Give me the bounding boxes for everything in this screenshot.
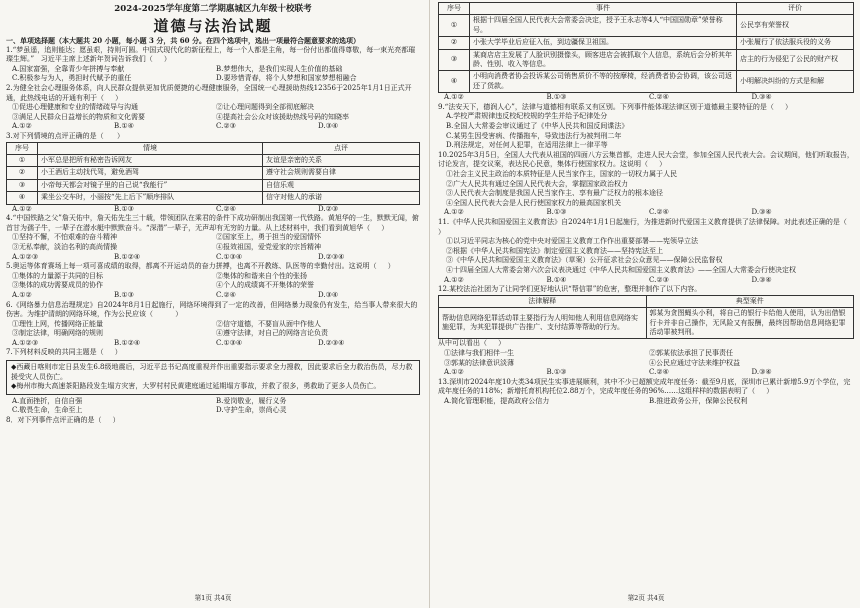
q10-choices xyxy=(438,208,854,218)
q12-option: ④公民应通过守法来维护权益 xyxy=(649,358,740,367)
q2-choice: A.①② xyxy=(12,122,32,131)
q13-stem: 13.深圳市2024年度10大类34项民生实事进展顺利，其中不少已超额完成年度任务：截至9月底，深圳市已累计新增5.9万个学位，完成年度任务的118%；新增托育机构托位2.88万个，完成年度任务的96%……这组样样的数据表明了（ ） xyxy=(438,377,851,396)
q2-option: ②让心理问题得到全部彻底解决 xyxy=(216,103,314,112)
q4-option: ③无私奉献，淡泊名利的高尚情操 xyxy=(12,242,117,251)
q8-choices xyxy=(438,93,854,103)
q10-option: ①社会主义民主政治的本质特征是人民当家作主，国家的一切权力属于人民 xyxy=(446,170,677,178)
q4-choice: D.②③④ xyxy=(318,252,345,261)
table-header: 情境 xyxy=(38,142,263,154)
table-cell: 自信乐观 xyxy=(263,179,420,191)
q10-choice: C.②④ xyxy=(649,208,669,217)
q4-option: ②国家至上，勇于担当的爱国情怀 xyxy=(216,233,321,242)
table-cell: 郭某为贪图蝇头小利，将自己的银行卡给他人使用，认为出借银行卡并非自己操作，无风险又有报酬，最终因帮助信息网络犯罪活动罪被判刑。 xyxy=(646,308,854,339)
q5-choice: A.①② xyxy=(12,290,32,299)
q7-option: D.守护生命，崇尚心灵 xyxy=(216,406,287,415)
q7-option: B.爱岗敬业，履行义务 xyxy=(216,396,287,405)
page-divider xyxy=(429,0,430,608)
q2-choice: C.②③ xyxy=(216,122,236,131)
table-cell: 小张履行了依法服兵役的义务 xyxy=(737,37,854,49)
q7-options xyxy=(6,397,420,416)
q10-option: ③人民代表大会制度是我国人民当家作主、享有最广泛权力的根本途径 xyxy=(446,189,663,198)
table-cell: 小军总是把所有秘密告诉网友 xyxy=(38,154,263,166)
q6-choice: A.①②③ xyxy=(12,338,39,347)
q5-option: ①集体的力量源于共同的目标 xyxy=(12,271,103,280)
table-header-row xyxy=(439,295,854,307)
section-title: 一、单项选择题（本大题共 20 小题，每小题 3 分，共 60 分。在四个选项中，选出一项最符合题意要求的选项） xyxy=(6,36,360,45)
q1-options xyxy=(6,65,420,84)
q7-option: C.敬畏生命，生命至上 xyxy=(12,406,83,415)
q5-choice: D.③④ xyxy=(318,290,339,299)
q4-choice: B.①②④ xyxy=(114,252,141,261)
q5-stem: 5.奥运等体育赛场上每一项可喜成绩的取得，都离不开运动员的奋力拼搏，也离不开教练、队医等的幸勤付出。这说明（ ） xyxy=(6,262,395,271)
q8-choice: B.①③ xyxy=(546,93,567,102)
q1-option: C.积极参与为人，勇担时代赋予的重任 xyxy=(12,74,132,83)
table-cell: ① xyxy=(7,154,38,166)
table-row xyxy=(439,37,854,49)
q1-option: D.要珍惜青春，将个人梦想和国家梦想相融合 xyxy=(216,74,357,83)
q1-option: A.国家富强，全靠青少年拼搏与奉献 xyxy=(12,64,125,73)
table-row xyxy=(439,15,854,37)
table-header-row xyxy=(7,142,420,154)
q4-choice: A.①②③ xyxy=(12,252,39,261)
q11-choice: C.②③ xyxy=(649,275,669,284)
table-cell: 小王酒后主动找代驾，避免酒驾 xyxy=(38,167,263,179)
q12-choice: B.①③ xyxy=(546,368,567,377)
q5-choice: C.②④ xyxy=(216,290,236,299)
q4-stem: 4.“中国铁路之父”詹天佑中，詹天佑先生三十载，带领团队在乘君的条件下成功研制出我国第一代铁路。黄旭华的一生，默默无闻，俯首甘为孺子牛，一辈子在潜水艇中默默奋斗。“深潜”一辈子，无声却有无穷的力量。从上述材料中，我们看到黄旭华（ ） xyxy=(6,214,419,232)
q6-stem: 6.《网络暴力信息治理规定》自2024年8月1日起施行，网络环境得到了一定的改善，但网络暴力现象仍有发生，给当事人带来很大的伤害。为维护清朗的网络环境，作为公民应该（ ） xyxy=(6,300,418,319)
q4-choices xyxy=(6,253,420,263)
q3-choice: B.①③ xyxy=(114,204,134,213)
q3-stem: 3.对下列情境的点评正确的是（ ） xyxy=(6,131,125,140)
q9-option: C.某男生因受害病、传播拖车，导致违法行为被判刑二年 xyxy=(446,131,622,140)
page-footer-right: 第2页 共4页 xyxy=(627,594,665,603)
q2-option: ①促进心理健康和专业的情绪疏导与沟通 xyxy=(12,103,138,112)
q3-table xyxy=(6,142,420,205)
q9-option: A.学校严肃规律违反校纪校规的学生并给予纪律处分 xyxy=(446,112,608,121)
q12-option: ③郭某的法律意识淡薄 xyxy=(444,358,514,367)
q7-material-box xyxy=(6,360,420,395)
q12-table xyxy=(438,295,854,340)
q8-choice: D.③④ xyxy=(751,93,772,102)
q3-choice: A.①② xyxy=(12,204,32,213)
q8-choice: A.①② xyxy=(444,93,464,102)
q7-option: A.直面挫折，自信自强 xyxy=(12,396,83,405)
q2-option: ④提高社会公众对该援助热线号码的知晓率 xyxy=(216,112,349,121)
q8-choice: C.②④ xyxy=(649,93,669,102)
table-cell: 小明解决纠纷的方式是和解 xyxy=(737,71,854,93)
table-row xyxy=(439,308,854,339)
q9-stem: 9.“法安天下，德润人心”，法律与道德相有联系又有区别。下列事件能体现法律区别于道德最主要特征的是（ ） xyxy=(438,102,792,111)
table-header: 序号 xyxy=(7,142,38,154)
table-cell: ① xyxy=(439,15,470,37)
q6-option: ④遵守法律，对自己的网络言论负责 xyxy=(216,329,328,338)
q2-options xyxy=(6,103,420,122)
subject-title: 道德与法治试题 xyxy=(153,17,273,35)
table-cell: 遵守社会规则需要自律 xyxy=(263,167,420,179)
q2-option: ③满足人民群众日益增长的物质和文化需要 xyxy=(12,112,145,121)
q9-option: B.全国人大常委会审议通过了《中华人民共和国反间谍法》 xyxy=(446,122,629,131)
table-cell: 友谊是亲密的关系 xyxy=(263,154,420,166)
q12-choices xyxy=(438,368,854,378)
table-cell: ② xyxy=(7,167,38,179)
q10-choice: A.①② xyxy=(444,208,464,217)
q5-option: ③集体的成功需要成员的协作 xyxy=(12,281,103,290)
q11-stem: 11.《中华人民共和国爱国主义教育法》自2024年1月1日起施行，为推进新时代爱国主义教育提供了法律保障。对此表述正确的是（ ） xyxy=(438,217,858,236)
table-cell: 乘坐公交车时，小丽按“先上后下”顺序排队 xyxy=(38,192,263,204)
q5-option: ②集体的和谐来自个性的张扬 xyxy=(216,271,307,280)
q5-choice: B.①③ xyxy=(114,290,134,299)
q7-stem: 7.下列材料反映的共同主题是（ ） xyxy=(6,348,122,357)
q10-choice: B.①③ xyxy=(546,208,567,217)
q10-option: ②广大人民共有通过全国人民代表大会，掌握国家政治权力 xyxy=(446,179,628,188)
table-cell: 小明向消费者协会投诉某公司销售质价不等的按摩椅，经消费者协会协调，该公司返还了货款。 xyxy=(470,71,737,93)
q11-option: ③《中华人民共和国爱国主义教育法》（草案）公开征求社会公众意见——保障公民监督权 xyxy=(446,256,723,265)
table-cell: ④ xyxy=(439,71,470,93)
q6-option: ②信守道德，不要盲从面中作他人 xyxy=(216,319,321,328)
q4-choice: C.①③④ xyxy=(216,252,243,261)
q12-option: ②郭某依法承担了民事责任 xyxy=(649,348,733,357)
q6-choice: B.①②④ xyxy=(114,338,141,347)
table-row xyxy=(7,167,420,179)
q11-option: ①以习近平同志为核心的党中央对爱国主义教育工作作出重要部署——宪领导立法 xyxy=(446,237,698,246)
q13-options xyxy=(438,397,854,407)
q12-lead: 从中可以看出（ ） xyxy=(438,339,506,348)
q2-choice: D.③④ xyxy=(318,122,339,131)
q7-material-2: ◆梅州市梅大高速茶阳路段发生塌方灾害，大罗村村民黄建庭通过延期塌方事故，并救了很多，勇救助了更多人员伤亡。 xyxy=(11,382,381,391)
q7-material-1: ◆西藏日喀则市定日县发生6.8级地震后，习近平总书记高度重视并作出重要指示要求全力搜救，因此要求后全力救治伤员，尽力救援受灾人员伤亡。 xyxy=(11,363,413,381)
q11-option: ②根据《中华人民共和国宪法》制定爱国主义教育法——坚持宪法至上 xyxy=(446,246,663,255)
q6-option: ①理性上网，传播网络正能量 xyxy=(12,319,103,328)
q11-choice: A.①② xyxy=(444,275,464,284)
page-left xyxy=(6,0,420,608)
table-row xyxy=(7,192,420,204)
q11-choice: D.③④ xyxy=(751,275,772,284)
q11-option: ④十四届全国人大常委会第六次会议表决通过《中华人民共和国爱国主义教育法》——全国人大常委会行使决定权 xyxy=(446,265,796,274)
q4-option: ①坚持不懈，不怕艰难的奋斗精神 xyxy=(12,233,117,242)
q8-table xyxy=(438,2,854,93)
table-cell: ③ xyxy=(439,49,470,71)
table-cell: 信守对他人的承诺 xyxy=(263,192,420,204)
table-cell: 根据十四届全国人民代表大会常委会决定，授予王永志等4人“中国国勋章”荣誉称号。 xyxy=(470,15,737,37)
q2-stem: 2.为健全社会心理服务体系，向人民群众提供更加优质便捷的心理健康服务，全国统一心理援助热线12356于2025年1月1日正式开通，此热线电话的开通有利于（ ） xyxy=(6,83,412,102)
q3-choices xyxy=(6,205,420,215)
table-header: 事件 xyxy=(470,3,737,15)
q4-option: ④报效祖国，爱党爱家的宗旨精神 xyxy=(216,242,321,251)
q12-options xyxy=(438,349,854,368)
q11-choice: B.①④ xyxy=(546,275,567,284)
q13-option: B.推进政务公开，保障公民权利 xyxy=(649,396,748,405)
table-header-row xyxy=(439,3,854,15)
table-row xyxy=(439,71,854,93)
q12-option: ①法律与我们相伴一生 xyxy=(444,348,514,357)
q6-choice: C.①③④ xyxy=(216,338,243,347)
q1-option: B.梦想伟大，是我们实现人生价值的基础 xyxy=(216,64,343,73)
table-header: 典型案件 xyxy=(646,295,854,307)
table-cell: ② xyxy=(439,37,470,49)
table-cell: 公民享有荣誉权 xyxy=(737,15,854,37)
q12-stem: 12.某校法治社团为了让同学们更好地认识“帮信罪”的危害，整理并制作了以下内容。 xyxy=(438,285,702,294)
q13-option: A.简化管理职能，提高政府公信力 xyxy=(444,396,550,405)
exam-name: 2024-2025学年度第二学期惠城区九年级十校联考 xyxy=(114,4,312,14)
table-header: 法律解释 xyxy=(439,295,647,307)
q11-choices xyxy=(438,276,854,286)
q10-choice: D.③④ xyxy=(751,208,772,217)
table-cell: 店主的行为侵犯了公民的财产权 xyxy=(737,49,854,71)
q6-option: ③制定法律，明确网络的规则 xyxy=(12,329,103,338)
table-cell: 某商店店主发展了人脸识别摄像头，顾客进店会被抓取个人信息，系统后会分析其年龄、性别、收入等信息。 xyxy=(470,49,737,71)
q2-choices xyxy=(6,122,420,132)
q2-choice: B.①④ xyxy=(114,122,134,131)
q10-stem: 10.2025年3月5日，全国人大代表从祖国的四面八方云集首都，走进人民大会堂，参加全国人民代表大会。会议期间，他们听取报告，讨论发言，提交议案，表达民心民意，集体行使国家权力。这说明（ ） xyxy=(438,150,854,169)
table-cell: ③ xyxy=(7,179,38,191)
q5-option: ④个人的成绩离不开集体的荣誉 xyxy=(216,281,314,290)
table-row xyxy=(7,154,420,166)
q8-stem: 8．对下列事件点评正确的是（ ） xyxy=(6,416,120,425)
q3-choice: C.②④ xyxy=(216,204,236,213)
table-row xyxy=(439,49,854,71)
table-header: 评价 xyxy=(737,3,854,15)
q5-choices xyxy=(6,291,420,301)
table-cell: ④ xyxy=(7,192,38,204)
table-cell: 小帝每天都会对镜子里的自己说“我能行” xyxy=(38,179,263,191)
table-row xyxy=(7,179,420,191)
q6-options xyxy=(6,320,420,339)
table-header: 点评 xyxy=(263,142,420,154)
q9-option: D.刑法规定，对任何人犯罪，在适用法律上一律平等 xyxy=(446,141,608,150)
page-right xyxy=(438,0,858,608)
table-cell: 小张大学毕业后应征入伍，到边疆保卫祖国。 xyxy=(470,37,737,49)
q12-choice: C.②④ xyxy=(649,368,669,377)
q12-choice: A.①② xyxy=(444,368,464,377)
q1-stem: 1.“梦虽遥，追则能达；愿虽艰，持则可圆。中国式现代化的新征程上，每一个人都是主角，每一份付出都值得尊敬，每一束光亮都璀璨生辉。” 习近平主席上述新年贺词告诉我们（ ） xyxy=(6,45,416,64)
page-footer-left: 第1页 共4页 xyxy=(194,594,232,603)
q12-choice: D.③④ xyxy=(751,368,772,377)
q3-choice: D.②③ xyxy=(318,204,339,213)
q6-choice: D.②③④ xyxy=(318,338,345,347)
q10-option: ④全国人民代表大会是人民行使国家权力的最高国家机关 xyxy=(446,198,621,207)
table-header: 序号 xyxy=(439,3,470,15)
q5-options xyxy=(6,272,420,291)
table-cell: 帮助信息网络犯罪活动罪主要指行为人明知他人利用信息网络实施犯罪，为其犯罪提供广告推广、支付结算等帮助的行为。 xyxy=(439,308,647,339)
q4-options xyxy=(6,233,420,252)
